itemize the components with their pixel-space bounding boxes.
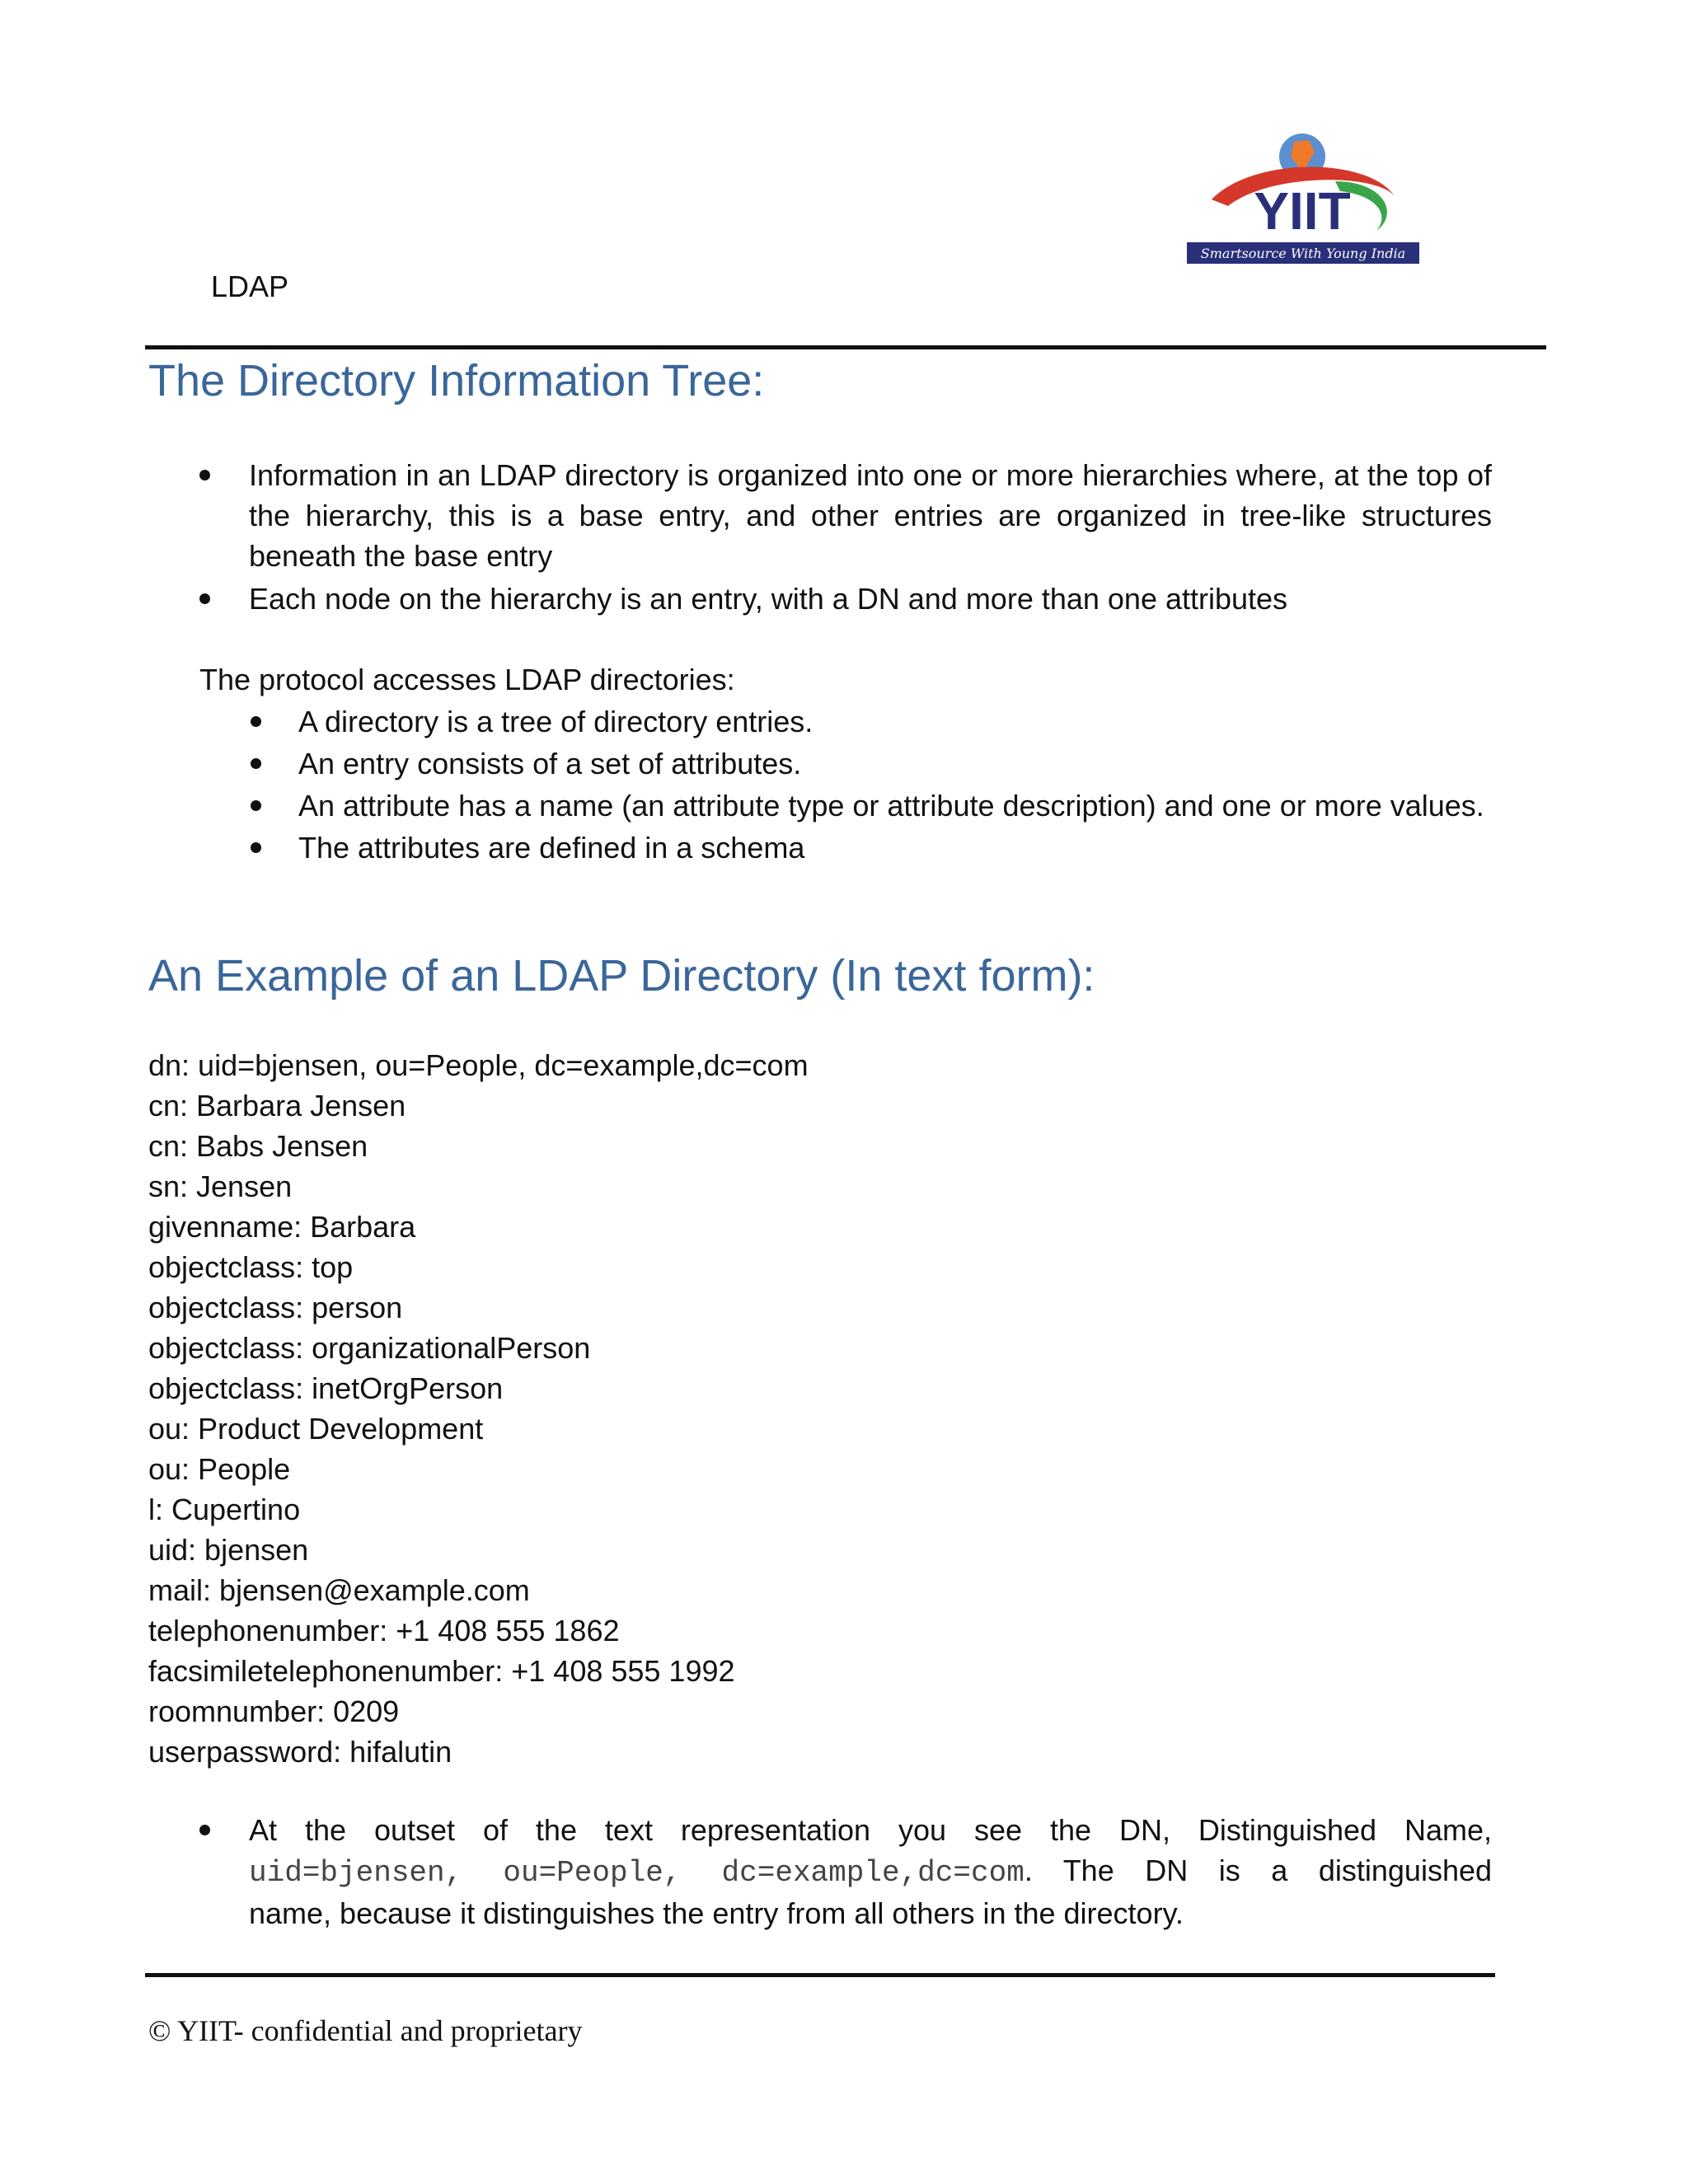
section-title-directory-tree: The Directory Information Tree:	[148, 356, 765, 405]
list-item: A directory is a tree of directory entries.	[298, 701, 1492, 742]
dn-note-list	[249, 1810, 1492, 1933]
entry-line: telephonenumber: +1 408 555 1862	[148, 1614, 620, 1647]
entry-line: uid: bjensen	[148, 1533, 309, 1567]
entry-line: cn: Babs Jensen	[148, 1129, 368, 1163]
entry-line: cn: Barbara Jensen	[148, 1089, 406, 1122]
entry-line: dn: uid=bjensen, ou=People, dc=example,dc=com	[148, 1048, 809, 1082]
entry-line: givenname: Barbara	[148, 1210, 416, 1244]
footer-divider	[145, 1973, 1495, 1977]
list-item: An attribute has a name (an attribute type or attribute description) and one or more values.	[298, 785, 1492, 826]
entry-line: objectclass: organizationalPerson	[148, 1331, 591, 1365]
entry-line: objectclass: person	[148, 1291, 403, 1324]
section-title-ldap-example: An Example of an LDAP Directory (In text form):	[148, 951, 1095, 1001]
entry-line: mail: bjensen@example.com	[148, 1573, 530, 1607]
entry-line: sn: Jensen	[148, 1169, 293, 1203]
bullet-icon	[251, 758, 261, 769]
entry-line: l: Cupertino	[148, 1493, 301, 1526]
list-item: The attributes are defined in a schema	[298, 827, 1492, 868]
tree-bullet-list	[249, 455, 1492, 621]
yiit-logo	[1179, 124, 1426, 280]
dn-note-line-1: At the outset of the text representation you see the DN, Distinguished Name,	[249, 1813, 1492, 1847]
dn-code: uid=bjensen, ou=People, dc=example,dc=com	[249, 1856, 1025, 1890]
list-item: Information in an LDAP directory is organized into one or more hierarchies where, at the top of the hierarchy, this is a base entry, and other entries are organized in tree-like structures beneath the base entry	[249, 455, 1492, 576]
bullet-icon	[199, 1825, 210, 1835]
list-item	[249, 1810, 1492, 1933]
protocol-bullet-list	[298, 701, 1492, 869]
bullet-icon	[199, 593, 210, 604]
dn-note-line-2: uid=bjensen, ou=People, dc=example,dc=com. The DN is a distinguished	[249, 1854, 1493, 1890]
entry-line: facsimiletelephonenumber: +1 408 555 1992	[148, 1654, 735, 1688]
bullet-icon	[251, 716, 261, 727]
dn-note-line-3: name, because it distinguishes the entry from all others in the directory.	[249, 1896, 1184, 1930]
entry-line: userpassword: hifalutin	[148, 1735, 452, 1769]
entry-line: objectclass: top	[148, 1250, 354, 1284]
bullet-icon	[251, 800, 261, 811]
protocol-intro: The protocol accesses LDAP directories:	[199, 663, 735, 696]
list-item: An entry consists of a set of attributes.	[298, 743, 1492, 784]
list-item: Each node on the hierarchy is an entry, with a DN and more than one attributes	[249, 579, 1492, 619]
entry-line: ou: People	[148, 1452, 291, 1486]
ldap-entry-listing	[148, 1045, 809, 1772]
header-divider	[145, 345, 1546, 349]
bullet-icon	[251, 842, 261, 853]
entry-line: objectclass: inetOrgPerson	[148, 1371, 504, 1405]
header-label: LDAP	[211, 269, 289, 303]
footer-copyright: © YIIT- confidential and proprietary	[148, 2014, 583, 2047]
entry-line: ou: Product Development	[148, 1412, 484, 1446]
logo-wordmark: YIIT	[1254, 181, 1351, 241]
bullet-icon	[199, 470, 210, 480]
logo-tagline: Smartsource With Young India	[1200, 246, 1406, 261]
entry-line: roomnumber: 0209	[148, 1694, 400, 1728]
